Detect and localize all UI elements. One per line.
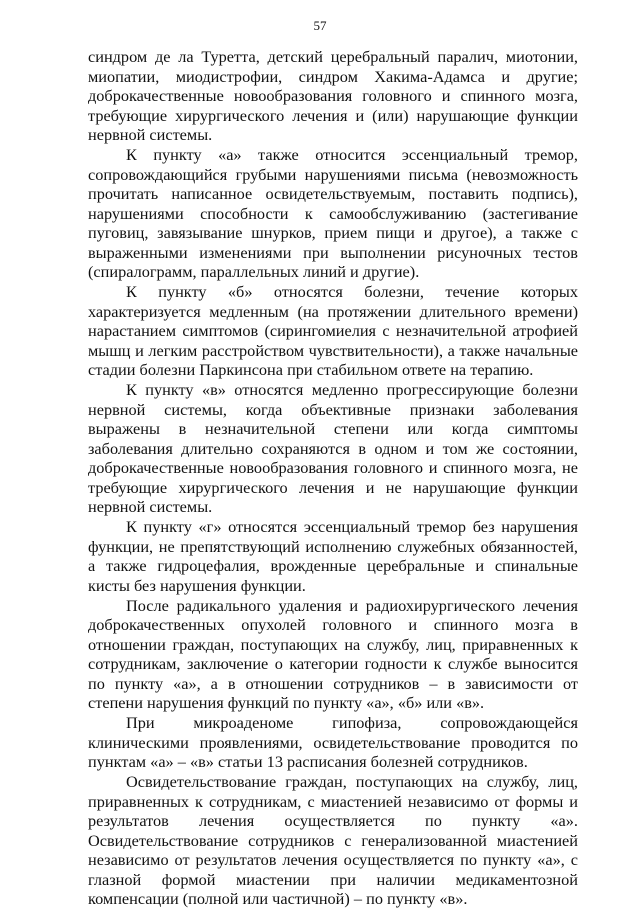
paragraph-radical-removal: После радикального удаления и радиохирургического лечения доброкачественных опухолей головного и спинного мозга в отношении граждан, поступающих на службу, лиц, приравненных к сотрудникам, заключение о категории годности к службе выносится по пункту «а», а в отношении сотрудников – в зависимости от степени нарушения функций по пункту «а», «б» или «в». (88, 595, 578, 712)
paragraph-point-v: К пункту «в» относятся медленно прогрессирующие болезни нервной системы, когда объективные признаки заболевания выражены в незначительной степени или когда симптомы заболевания длительно сохраняются в одном и том же состоянии, доброкачественные новообразования головного и спинного мозга, не требующие хирургического лечения и не нарушающие функции нервной системы. (88, 380, 578, 516)
document-body (88, 47, 578, 909)
paragraph-point-b: К пункту «б» относятся болезни, течение которых характеризуется медленным (на протяжении длительного времени) нарастанием симптомов (сирингомиелия с незначительной атрофией мышц и легким расстройством чувствительности), а также начальные стадии болезни Паркинсона при стабильном ответе на терапию. (88, 282, 578, 379)
paragraph-continuation: синдром де ла Туретта, детский церебральный паралич, миотонии, миопатии, миодистрофии, синдром Хакима-Адамса и другие; доброкачественные новообразования головного и спинного мозга, требующие хирургического лечения и (или) нарушающие функции нервной системы. (88, 47, 578, 144)
paragraph-point-g: К пункту «г» относятся эссенциальный тремор без нарушения функции, не препятствующий исполнению служебных обязанностей, а также гидроцефалия, врожденные церебральные и спинальные кисты без нарушения функции. (88, 517, 578, 595)
page-number: 57 (313, 18, 327, 33)
paragraph-microadenoma: При микроаденоме гипофиза, сопровождающейся клиническими проявлениями, освидетельствование проводится по пунктам «а» – «в» статьи 13 расписания болезней сотрудников. (88, 713, 578, 771)
paragraph-myasthenia: Освидетельствование граждан, поступающих на службу, лиц, приравненных к сотрудникам, с миастенией независимо от формы и результатов лечения осуществляется по пункту «а». Освидетельствование сотрудников с генерализованной миастенией независимо от результатов лечения осуществляется по пункту «а», с глазной формой миастении при наличии медикаментозной компенсации (полной или частичной) – по пункту «в». (88, 772, 578, 908)
paragraph-essential-tremor-a: К пункту «а» также относится эссенциальный тремор, сопровождающийся грубыми нарушениями письма (невозможность прочитать написанное освидетельствуемым, поставить подпись), нарушениями способности к самообслуживанию (застегивание пуговиц, завязывание шнурков, прием пищи и другое), а также с выраженными изменениями при выполнении рисуночных тестов (спиралограмм, параллельных линий и другие). (88, 145, 578, 281)
